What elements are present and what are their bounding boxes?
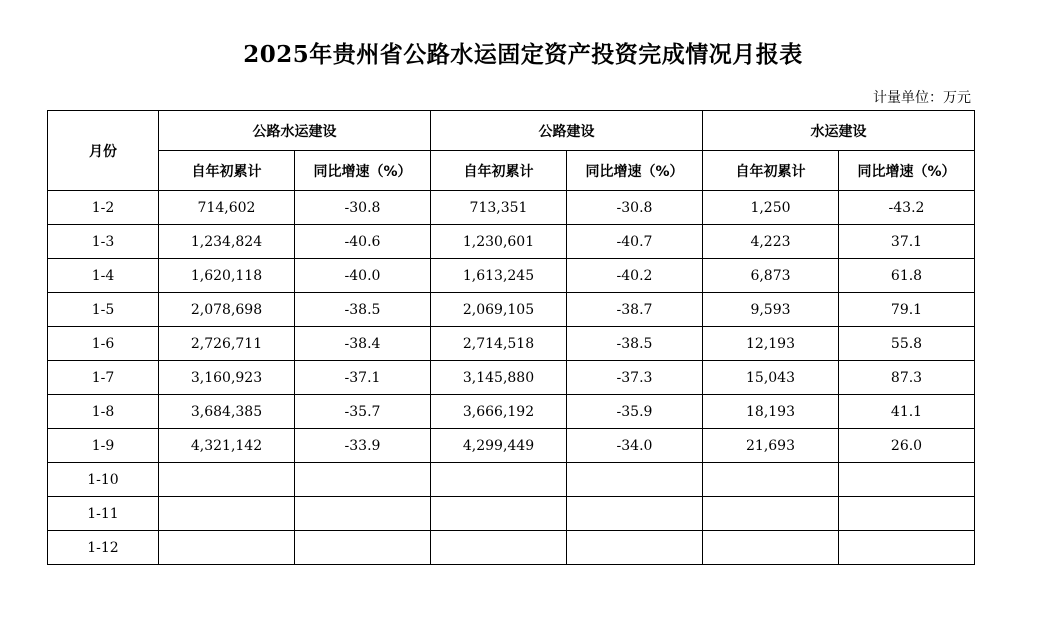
header-row-groups [48,111,975,151]
highway-growth-cell: -37.3 [567,361,703,395]
highway-cumulative-cell: 1,613,245 [431,259,567,293]
waterway-growth-cell: 55.8 [839,327,975,361]
table-row [48,293,975,327]
hw-growth-cell [295,463,431,497]
table-row [48,395,975,429]
table-row [48,191,975,225]
waterway-growth-cell: 26.0 [839,429,975,463]
waterway-cumulative-cell: 15,043 [703,361,839,395]
waterway-cumulative-cell: 6,873 [703,259,839,293]
highway-cumulative-cell [431,463,567,497]
highway-growth-cell: -40.2 [567,259,703,293]
month-header: 月份 [48,111,159,191]
month-cell: 1-5 [48,293,159,327]
highway-growth-cell: -38.7 [567,293,703,327]
hw-cumulative-cell [159,463,295,497]
highway-growth-cell [567,497,703,531]
hw-cumulative-cell: 2,078,698 [159,293,295,327]
hw-cumulative-cell: 714,602 [159,191,295,225]
table-row [48,531,975,565]
table-row [48,463,975,497]
hw-cumulative-cell [159,531,295,565]
highway-growth-cell: -40.7 [567,225,703,259]
highway-cumulative-cell: 1,230,601 [431,225,567,259]
month-cell: 1-9 [48,429,159,463]
hw-growth-cell: -37.1 [295,361,431,395]
hw-cumulative-cell: 3,684,385 [159,395,295,429]
hw-growth-cell: -38.4 [295,327,431,361]
subheader-cumulative: 自年初累计 [431,151,567,191]
subheader-growth: 同比增速（%） [567,151,703,191]
hw-growth-cell: -40.0 [295,259,431,293]
group-header-waterway: 水运建设 [703,111,975,151]
header-row-subcolumns [48,151,975,191]
month-cell: 1-4 [48,259,159,293]
waterway-growth-cell: 79.1 [839,293,975,327]
highway-growth-cell [567,531,703,565]
highway-growth-cell: -38.5 [567,327,703,361]
hw-growth-cell: -38.5 [295,293,431,327]
report-table [47,110,975,565]
waterway-cumulative-cell: 9,593 [703,293,839,327]
month-cell: 1-11 [48,497,159,531]
hw-cumulative-cell: 4,321,142 [159,429,295,463]
hw-cumulative-cell: 1,234,824 [159,225,295,259]
subheader-growth: 同比增速（%） [295,151,431,191]
hw-growth-cell: -30.8 [295,191,431,225]
waterway-growth-cell: 87.3 [839,361,975,395]
month-cell: 1-8 [48,395,159,429]
hw-growth-cell: -33.9 [295,429,431,463]
waterway-cumulative-cell [703,497,839,531]
highway-cumulative-cell: 3,666,192 [431,395,567,429]
hw-cumulative-cell [159,497,295,531]
subheader-cumulative: 自年初累计 [159,151,295,191]
hw-cumulative-cell: 1,620,118 [159,259,295,293]
month-cell: 1-7 [48,361,159,395]
group-header-highway: 公路建设 [431,111,703,151]
waterway-growth-cell [839,463,975,497]
hw-cumulative-cell: 3,160,923 [159,361,295,395]
page-title: 2025年贵州省公路水运固定资产投资完成情况月报表 [243,41,803,68]
hw-growth-cell: -35.7 [295,395,431,429]
waterway-growth-cell [839,497,975,531]
table-body [48,191,975,565]
highway-cumulative-cell: 2,714,518 [431,327,567,361]
table-row [48,429,975,463]
hw-growth-cell [295,531,431,565]
table-row [48,497,975,531]
waterway-cumulative-cell: 1,250 [703,191,839,225]
group-header-highway-waterway: 公路水运建设 [159,111,431,151]
highway-cumulative-cell [431,497,567,531]
table-row [48,225,975,259]
hw-growth-cell: -40.6 [295,225,431,259]
month-cell: 1-3 [48,225,159,259]
unit-label: 计量单位：万元 [873,90,971,106]
waterway-cumulative-cell: 21,693 [703,429,839,463]
subheader-growth: 同比增速（%） [839,151,975,191]
waterway-cumulative-cell [703,463,839,497]
highway-growth-cell: -35.9 [567,395,703,429]
month-cell: 1-12 [48,531,159,565]
waterway-growth-cell: -43.2 [839,191,975,225]
waterway-growth-cell [839,531,975,565]
month-cell: 1-2 [48,191,159,225]
table-row [48,361,975,395]
highway-cumulative-cell: 4,299,449 [431,429,567,463]
month-cell: 1-10 [48,463,159,497]
hw-cumulative-cell: 2,726,711 [159,327,295,361]
highway-cumulative-cell: 2,069,105 [431,293,567,327]
highway-cumulative-cell: 3,145,880 [431,361,567,395]
table-row [48,327,975,361]
table-row [48,259,975,293]
waterway-cumulative-cell: 4,223 [703,225,839,259]
waterway-growth-cell: 37.1 [839,225,975,259]
highway-growth-cell [567,463,703,497]
subheader-cumulative: 自年初累计 [703,151,839,191]
month-cell: 1-6 [48,327,159,361]
waterway-growth-cell: 41.1 [839,395,975,429]
highway-cumulative-cell [431,531,567,565]
waterway-cumulative-cell: 18,193 [703,395,839,429]
highway-growth-cell: -34.0 [567,429,703,463]
waterway-growth-cell: 61.8 [839,259,975,293]
highway-cumulative-cell: 713,351 [431,191,567,225]
waterway-cumulative-cell [703,531,839,565]
waterway-cumulative-cell: 12,193 [703,327,839,361]
hw-growth-cell [295,497,431,531]
highway-growth-cell: -30.8 [567,191,703,225]
